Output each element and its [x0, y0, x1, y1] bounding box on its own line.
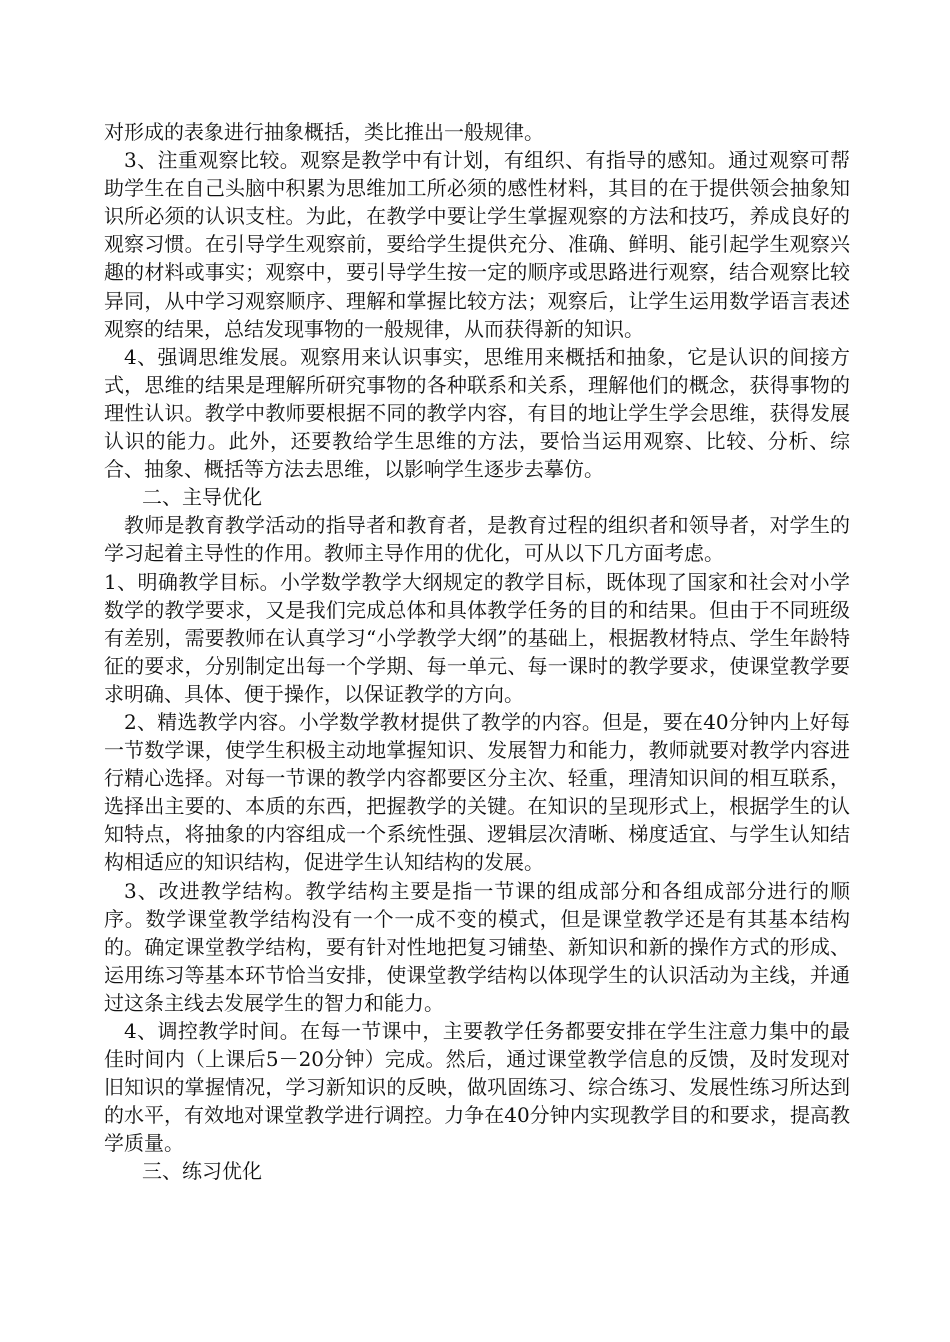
paragraph-continuation: 对形成的表象进行抽象概括，类比推出一般规律。: [104, 120, 544, 144]
paragraph-observation-comparison: 3、注重观察比较。观察是教学中有计划，有组织、有指导的感知。通过观察可帮助学生在自己头脑中积累为思维加工所必须的感性材料，其目的在于提供领会抽象知识所必须的认识支柱。为此，在教学中要让学生掌握观察的方法和技巧，养成良好的观察习惯。在引导学生观察前，要给学生提供充分、准确、鲜明、能引起学生观察兴趣的材料或事实；观察中，要引导学生按一定的顺序或思路进行观察，结合观察比较异同，从中学习观察顺序、理解和掌握比较方法；观察后，让学生运用数学语言表述观察的结果，总结发现事物的一般规律，从而获得新的知识。: [104, 148, 850, 341]
paragraph-teaching-content: 2、精选教学内容。小学数学教材提供了教学的内容。但是，要在40分钟内上好每一节数学课，使学生积极主动地掌握知识、发展智力和能力，教师就要对教学内容进行精心选择。对每一节课的教学内容都要区分主次、轻重，理清知识间的相互联系，选择出主要的、本质的东西，把握教学的关键。在知识的呈现形式上，根据学生的认知特点，将抽象的内容组成一个系统性强、逻辑层次清晰、梯度适宜、与学生认知结构相适应的知识结构，促进学生认知结构的发展。: [104, 709, 850, 875]
paragraph-teaching-goals: 1、明确教学目标。小学数学教学大纲规定的教学目标，既体现了国家和社会对小学数学的教学要求，又是我们完成总体和具体教学任务的目的和结果。但由于不同班级有差别，需要教师在认真学习“小学教学大纲”的基础上，根据教材特点、学生年龄特征的要求，分别制定出每一个学期、每一单元、每一课时的教学要求，使课堂教学要求明确、具体、便于操作，以保证教学的方向。: [104, 569, 850, 706]
paragraph-teaching-structure: 3、改进教学结构。教学结构主要是指一节课的组成部分和各组成部分进行的顺序。数学课堂教学结构没有一个一成不变的模式，但是课堂教学还是有其基本结构的。确定课堂教学结构，要有针对性地把复习铺垫、新知识和新的操作方式的形成、运用练习等基本环节恰当安排，使课堂教学结构以体现学生的认识活动为主线，并通过这条主线去发展学生的智力和能力。: [104, 878, 850, 1015]
paragraph-teacher-role: 教师是教育教学活动的指导者和教育者，是教育过程的组织者和领导者，对学生的学习起着主导性的作用。教师主导作用的优化，可从以下几方面考虑。: [104, 513, 850, 566]
document-page: [104, 118, 850, 1186]
paragraph-thinking-development: 4、强调思维发展。观察用来认识事实，思维用来概括和抽象，它是认识的间接方式，思维的结果是理解所研究事物的各种联系和关系，理解他们的概念，获得事物的理性认识。教学中教师要根据不同的教学内容，有目的地让学生学会思维，获得发展认识的能力。此外，还要教给学生思维的方法，要恰当运用观察、比较、分析、综合、抽象、概括等方法去思维，以影响学生逐步去摹仿。: [104, 344, 850, 482]
section-heading-practice-optimization: 三、练习优化: [142, 1159, 262, 1184]
section-heading-guidance-optimization: 二、主导优化: [142, 485, 262, 510]
paragraph-teaching-time: 4、调控教学时间。在每一节课中，主要教学任务都要安排在学生注意力集中的最佳时间内（上课后5－20分钟）完成。然后，通过课堂教学信息的反馈，及时发现对旧知识的掌握情况，学习新知识的反映，做巩固练习、综合练习、发展性练习所达到的水平，有效地对课堂教学进行调控。力争在40分钟内实现教学目的和要求，提高教学质量。: [104, 1019, 850, 1156]
